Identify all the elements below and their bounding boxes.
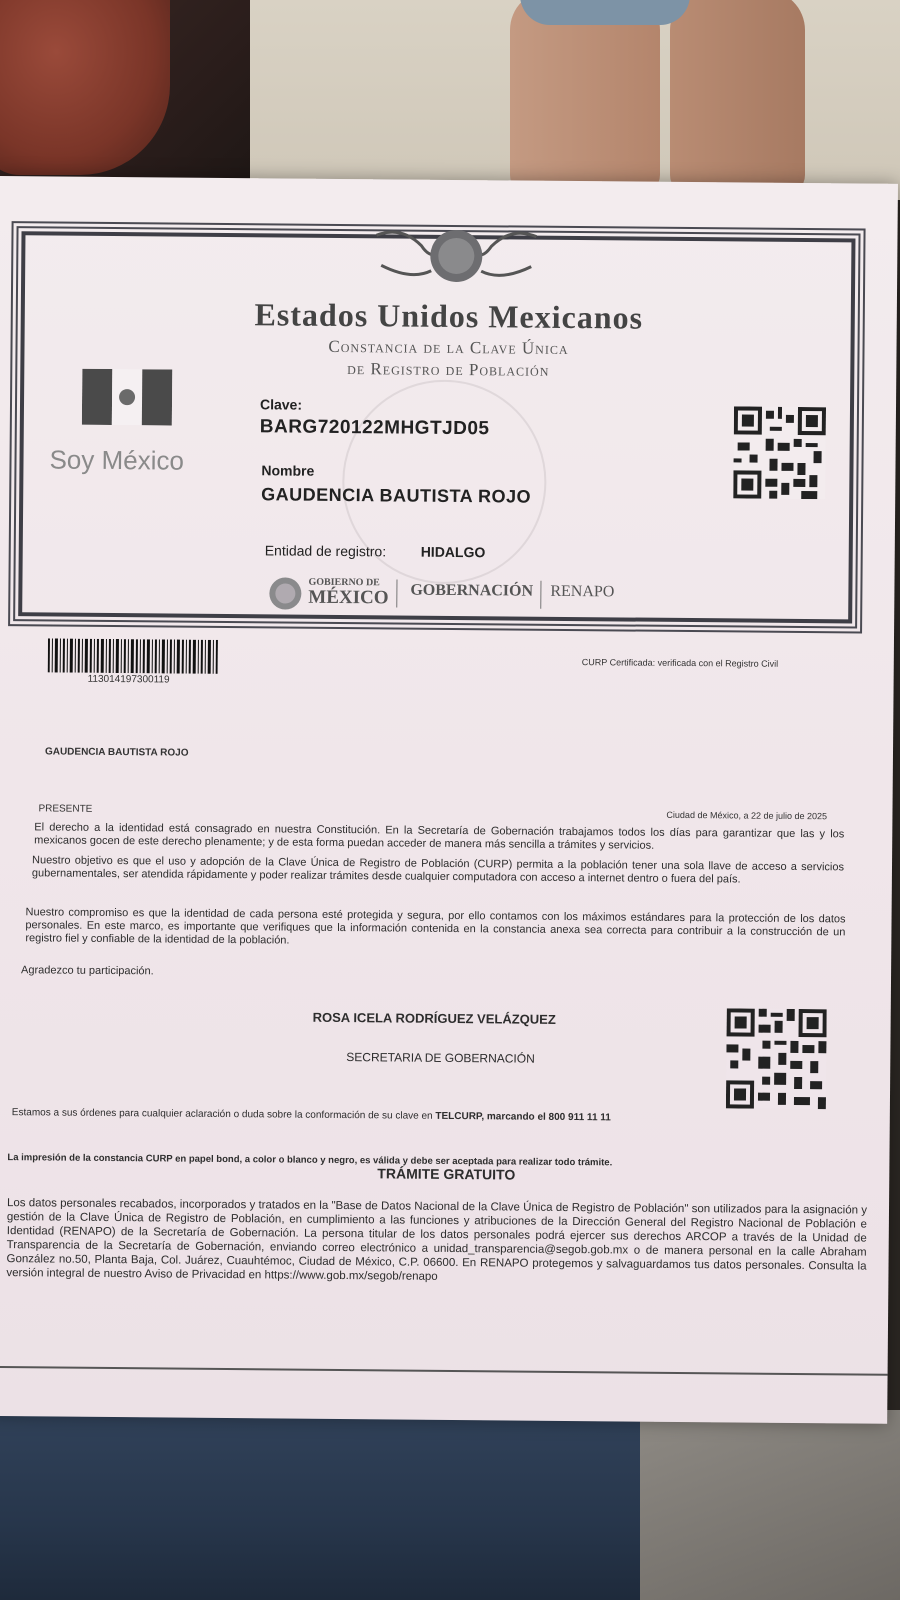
background-leg [670,0,805,195]
gobernacion-logo: GOBERNACIÓN [410,581,534,600]
contact-text: Estamos a sus órdenes para cualquier aclaración o duda sobre la conformación de su clave en [11,1107,436,1122]
paragraph-1: El derecho a la identidad está consagrado en nuestra Constitución. En la Secretaría de Gobernación trabajamos todos los días para garantizar que las y los mexicanos gocen de este derecho plenamente; y de esta forma puedan acceder de manera más sencilla a trámites y servicios. [34,821,845,852]
privacy-notice: Los datos personales recabados, incorporados y tratados en la "Base de Datos Nacional de la Clave Única de Registro de Población" son utilizados para la asignación y gestión de la Clave Única de Registro de Población, en cumplimiento a las funciones y atribuciones de la Dirección General del Registro Nacional de Población e Identidad (RENAPO) de la Secretaría de Gobernación. La persona titular de los datos personales podrá ejercer sus derechos ARCOP a través de la Unidad de Transparencia de la Secretaría de Gobernación, enviando correo electrónico a unidad_transparencia@segob.gob.mx o de manera personal en la calle Abraham González no.50, Planta Baja, Col. Juárez, Cuauhtémoc, Ciudad de México, C.P. 06600. En RENAPO protegemos y salvaguardamos tus datos personales. Consulta la versión integral de nuestro Aviso de Privacidad en https://www.gob.mx/segob/renapo [6,1197,868,1283]
document-subtitle-line1: Constancia de la Clave Única [328,336,569,358]
background-floor-bottom [640,1410,900,1600]
recipient-name: GAUDENCIA BAUTISTA ROJO [44,746,189,759]
paragraph-3: Nuestro compromiso es que la identidad de cada persona esté protegida y segura, por ello contamos con los máximos estándares para la protección de los datos personales. En este marco, es importante que verifiques que la información contenida en la constancia anexa sea correcta para contribuir a la construcción de un registro fiel y confiable de la identidad de la población. [25,906,846,947]
soy-mexico-brand: Soy México [49,444,185,476]
bottom-rule [0,1366,888,1376]
clave-label: Clave: [259,396,303,413]
background-leg [510,0,660,195]
certified-note: CURP Certificada: verificada con el Registro Civil [581,657,779,669]
paragraph-2: Nuestro objetivo es que el uso y adopción de la Clave Única de Registro de Población (CURP) permita a la población tener una sola llave de acceso a servicios gubernamentales, ser atendida rápidamente y poder realizar trámites desde cualquier computadora con acceso a internet dentro o fuera del país. [31,854,845,886]
barcode-icon [48,638,218,673]
gobierno-label-line1: GOBIERNO DE [308,576,380,589]
gobierno-seal-icon [268,576,302,610]
background-shorts [520,0,690,25]
gobierno-label-line2: MÉXICO [308,586,389,609]
barcode-number: 113014197300119 [87,673,170,686]
document-title: Estados Unidos Mexicanos [254,296,644,336]
contact-line [12,1106,611,1124]
telcurp-phone: TELCURP, marcando el 800 911 11 11 [435,1110,611,1124]
nombre-label: Nombre [261,462,315,479]
mexico-flag-icon [82,369,172,426]
curp-document [0,176,898,1424]
qr-code-icon [726,1008,827,1109]
letter-date: Ciudad de México, a 22 de julio de 2025 [666,809,828,822]
entidad-label: Entidad de registro: [264,542,387,560]
nombre-value: GAUDENCIA BAUTISTA ROJO [261,484,532,507]
presente-label: PRESENTE [38,803,93,815]
signer-title: SECRETARIA DE GOBERNACIÓN [346,1050,535,1066]
free-procedure-label: TRÁMITE GRATUITO [377,1165,516,1183]
document-subtitle-line2: de Registro de Población [347,359,550,380]
national-crest-icon [371,225,542,286]
signer-name: ROSA ICELA RODRÍGUEZ VELÁZQUEZ [312,1009,556,1027]
thanks-text: Agradezco tu participación. [21,964,154,978]
validity-note: La impresión de la constancia CURP en papel bond, a color o blanco y negro, es válida y debe ser aceptada para realizar todo trámite. [7,1152,613,1169]
background-jeans [0,1410,720,1600]
qr-code-icon [733,406,826,499]
clave-value: BARG720122MHGTJD05 [259,416,490,440]
renapo-logo: RENAPO [550,582,615,601]
entidad-value: HIDALGO [420,543,486,561]
